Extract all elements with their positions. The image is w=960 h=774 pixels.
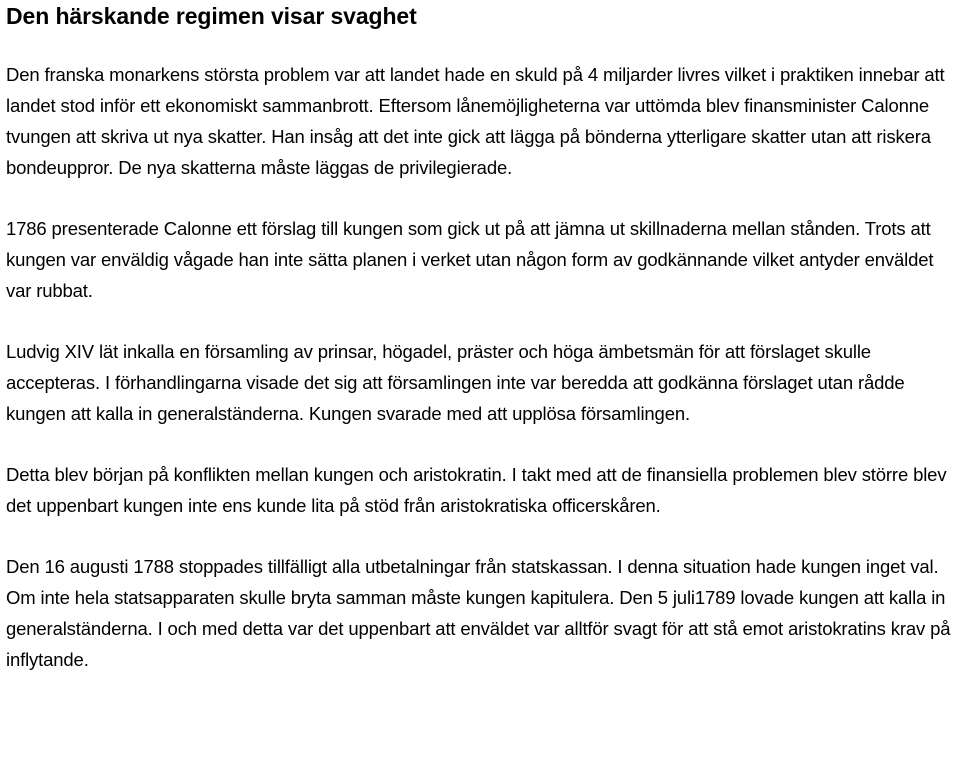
- paragraph-4: Detta blev början på konflikten mellan kungen och aristokratin. I takt med att de finansiella problemen blev större blev det uppenbart kungen inte ens kunde lita på stöd från aristokratiska officerskåren.: [6, 464, 947, 516]
- paragraph-1: Den franska monarkens största problem var att landet hade en skuld på 4 miljarder livres vilket i praktiken innebar att landet stod inför ett ekonomiskt sammanbrott. Eftersom lånemöjligheterna var uttömda blev finansminister Calonne tvungen att skriva ut nya skatter. Han insåg att det inte gick att lägga på bönderna ytterligare skatter utan att riskera bondeuppror. De nya skatterna måste läggas de privilegierade.: [6, 64, 945, 178]
- paragraph-5: Den 16 augusti 1788 stoppades tillfälligt alla utbetalningar från statskassan. I denna situation hade kungen inget val. Om inte hela statsapparaten skulle bryta samman måste kungen kapitulera. Den 5 juli1789 lovade kungen att kalla in generalständerna. I och med detta var det uppenbart att enväldet var alltför svagt för att stå emot aristokratins krav på inflytande.: [6, 556, 951, 670]
- document-page: [6, 0, 956, 675]
- paragraph-2: 1786 presenterade Calonne ett förslag till kungen som gick ut på att jämna ut skillnaderna mellan stånden. Trots att kungen var enväldig vågade han inte sätta planen i verket utan någon form av godkännande vilket antyder enväldet var rubbat.: [6, 218, 934, 301]
- paragraph-3: Ludvig XIV lät inkalla en församling av prinsar, högadel, präster och höga ämbetsmän för att förslaget skulle accepteras. I förhandlingarna visade det sig att församlingen inte var beredda att godkänna förslaget utan rådde kungen att kalla in generalständerna. Kungen svarade med att upplösa församlingen.: [6, 341, 905, 424]
- document-heading: Den härskande regimen visar svaghet: [6, 3, 417, 29]
